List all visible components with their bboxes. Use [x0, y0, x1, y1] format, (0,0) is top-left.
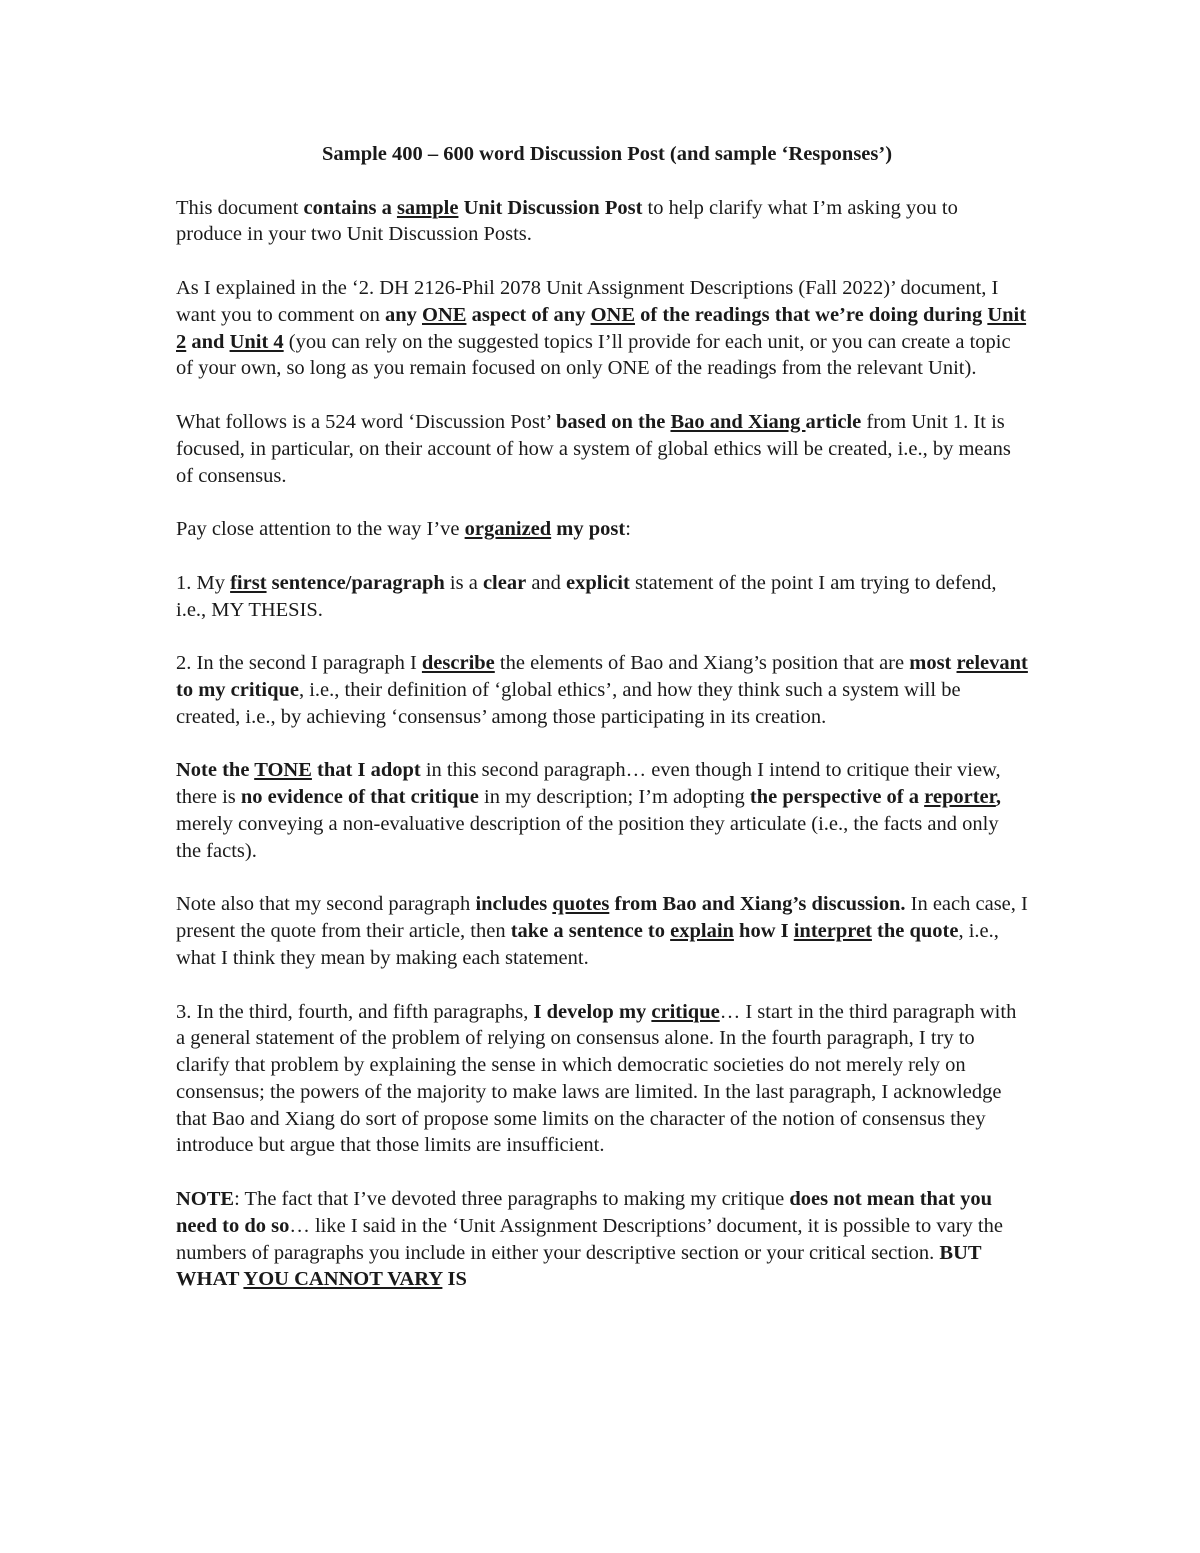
paragraph-point-2 [176, 650, 1028, 730]
text-run: 2. In the second I paragraph I [176, 652, 422, 675]
bold-text: the quote [871, 920, 959, 943]
text-run: : [625, 518, 631, 541]
text-run: 1. My [176, 571, 231, 594]
bold-underlined-text: ONE [590, 303, 636, 326]
bold-text: contains a [303, 196, 397, 219]
bold-text: Unit Discussion Post [458, 196, 643, 219]
text-run: , i.e., their definition of ‘global ethics’, and how they think such a system will be created, i.e., by achieving ‘consensus’ among those participating in its creation. [176, 678, 961, 728]
text-run: … I start in the third paragraph with a general statement of the problem of relying on consensus alone. In the fourth paragraph, I try to clarify that problem by explaining the sense in which democratic societies do not merely rely on consensus; the powers of the majority to make laws are limited. In the last paragraph, I acknowledge that Bao and Xiang do sort of propose some limits on the character of the notion of consensus they introduce but argue that those limits are insufficient. [176, 1000, 1017, 1157]
paragraph-what-follows [176, 409, 1028, 489]
bold-text: BUT WHAT [176, 1241, 982, 1291]
paragraph-note [176, 1186, 1028, 1293]
paragraph-point-3 [176, 999, 1028, 1160]
text-run: : The fact that I’ve devoted three paragraphs to making my critique [234, 1188, 790, 1211]
bold-text: how I [733, 920, 794, 943]
text-run: As I explained in the ‘2. DH 2126-Phil 2078 Unit Assignment Descriptions (Fall 2022)’ document, I want you to comment on [176, 276, 999, 326]
bold-text: based on the [555, 410, 671, 433]
bold-underlined-text: interpret [793, 920, 872, 943]
document-body [176, 141, 1028, 1320]
bold-text: clear [482, 571, 527, 594]
text-run: in my description; I’m adopting [478, 786, 750, 809]
bold-underlined-text: reporter [924, 786, 996, 809]
text-run: from Unit 1. It is focused, in particular, on their account of how a system of global ethics will be created, i.e., by means of consensus. [176, 410, 1011, 487]
bold-underlined-text: Unit 4 [229, 330, 284, 353]
paragraph-point-1 [176, 570, 1028, 624]
bold-underlined-text: describe [421, 652, 495, 675]
text-run: What follows is a 524 word ‘Discussion Post’ [176, 410, 556, 433]
bold-underlined-text: first [230, 571, 267, 594]
bold-text: includes [475, 893, 553, 916]
bold-text: any [384, 303, 422, 326]
paragraph-assignment [176, 275, 1028, 382]
bold-text: I develop my [533, 1000, 652, 1023]
bold-underlined-text: organized [464, 518, 552, 541]
text-run: merely conveying a non-evaluative description of the position they articulate (i.e., the facts and only the facts). [176, 812, 999, 862]
bold-text: , [995, 786, 1001, 809]
text-run: … like I said in the ‘Unit Assignment Descriptions’ document, it is possible to vary the numbers of paragraphs you include in either your descriptive section or your critical section. [176, 1214, 1003, 1264]
bold-text: most [909, 652, 957, 675]
bold-text: IS [442, 1268, 467, 1291]
bold-text: Note the [176, 759, 255, 782]
bold-text: that I adopt [311, 759, 421, 782]
bold-underlined-text: ONE [422, 303, 467, 326]
bold-underlined-text: critique [651, 1000, 720, 1023]
text-run: (you can rely on the suggested topics I’ll provide for each unit, or you can create a topic of your own, so long as you remain focused on only ONE of the readings from the relevant Unit). [176, 330, 1011, 380]
bold-text: and [186, 330, 230, 353]
paragraph-organization [176, 516, 1028, 543]
bold-text: to my critique [176, 678, 299, 701]
text-run: in this second paragraph… even though I intend to critique their view, there is [176, 759, 1001, 809]
text-run: This document [176, 196, 304, 219]
bold-text: aspect of any [466, 303, 591, 326]
page-title: Sample 400 – 600 word Discussion Post (and sample ‘Responses’) [321, 143, 893, 165]
bold-underlined-text: YOU CANNOT VARY [243, 1268, 443, 1291]
text-run: to help clarify what I’m asking you to produce in your two Unit Discussion Posts. [176, 196, 958, 246]
bold-text: no evidence of that critique [240, 786, 479, 809]
bold-text: sentence/paragraph [266, 571, 445, 594]
text-run: Note also that my second paragraph [176, 893, 476, 916]
bold-text: my post [551, 518, 626, 541]
bold-text: take a sentence to [510, 920, 671, 943]
bold-underlined-text: sample [396, 196, 459, 219]
text-run: In each case, I present the quote from their article, then [176, 893, 1028, 943]
text-run: , i.e., what I think they mean by making each statement. [176, 920, 999, 969]
bold-underlined-text: explain [670, 920, 734, 943]
text-run: is a [444, 571, 483, 594]
bold-text: the perspective of a [749, 786, 925, 809]
text-run: the elements of Bao and Xiang’s position that are [494, 652, 910, 675]
paragraph-intro [176, 195, 1028, 249]
text-run: statement of the point I am trying to defend, i.e., MY THESIS. [176, 571, 997, 621]
bold-underlined-text: quotes [552, 893, 610, 916]
bold-text: explicit [566, 571, 630, 594]
bold-underlined-text: TONE [254, 759, 312, 782]
bold-text: of the readings that we’re doing during [635, 303, 988, 326]
paragraph-tone [176, 757, 1028, 864]
text-run: 3. In the third, fourth, and fifth paragraphs, [176, 1000, 534, 1023]
bold-underlined-text: relevant [956, 652, 1028, 675]
bold-underlined-text: Bao and Xiang [670, 410, 806, 433]
text-run: and [526, 571, 567, 594]
bold-text: does not mean that you need to do so [176, 1188, 993, 1237]
text-run: Pay close attention to the way I’ve [176, 518, 465, 541]
bold-text: article [805, 410, 862, 433]
bold-text: NOTE [176, 1188, 235, 1211]
bold-underlined-text: Unit 2 [176, 303, 1027, 353]
bold-text: from Bao and Xiang’s discussion. [609, 893, 906, 916]
paragraph-quotes [176, 891, 1028, 971]
